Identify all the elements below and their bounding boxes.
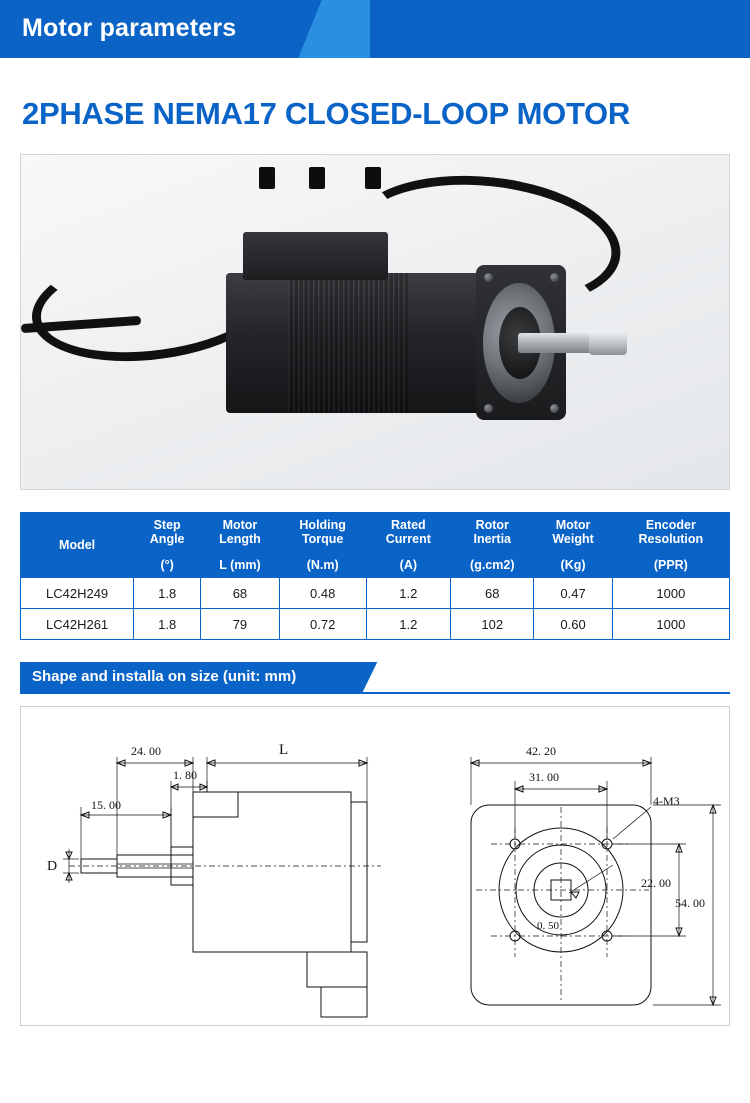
cell-model: LC42H261: [21, 609, 134, 640]
table-header: [21, 513, 730, 578]
cell-step-angle: 1.8: [134, 609, 201, 640]
dim-0-50: 0. 50: [537, 920, 559, 933]
dimension-drawing: [20, 706, 730, 1026]
motor-shaft-tip: [589, 331, 627, 355]
column-header-line2: Length: [219, 532, 261, 547]
encoder-housing: [243, 232, 388, 280]
section-title: Shape and installa on size (unit: mm): [32, 668, 297, 686]
column-header-encoder-resolution: [612, 513, 729, 553]
cell-rated-current: 1.2: [366, 578, 451, 609]
cell-holding-torque: 0.72: [279, 609, 366, 640]
column-header-line1: Holding: [299, 518, 346, 532]
dim-22: 22. 00: [641, 876, 671, 891]
flange-bolt-4: [550, 404, 559, 413]
unit-motor-length: L (mm): [201, 552, 280, 577]
encoder-connector-1: [259, 167, 275, 189]
cell-model: LC42H249: [21, 578, 134, 609]
encoder-connector-2: [309, 167, 325, 189]
cell-holding-torque: 0.48: [279, 578, 366, 609]
table-header-row: [21, 513, 730, 553]
motor-body: [226, 273, 481, 413]
column-header-model: Model: [21, 513, 134, 578]
page-title: 2PHASE NEMA17 CLOSED-LOOP MOTOR: [22, 96, 630, 131]
dim-4-m3: 4-M3: [653, 794, 680, 809]
cell-step-angle: 1.8: [134, 578, 201, 609]
flange-bolt-3: [484, 404, 493, 413]
dim-24: 24. 00: [131, 744, 161, 759]
column-header-line1: Encoder: [645, 518, 696, 532]
shape-section-bar: [20, 662, 730, 692]
column-header-line1: Step: [153, 518, 181, 532]
product-photo: [20, 154, 730, 490]
encoder-connector-3: [365, 167, 381, 189]
column-header-rated-current: [366, 513, 451, 553]
dim-15: 15. 00: [91, 798, 121, 813]
banner-stripe-right: [370, 0, 750, 58]
column-header-line1: Rated: [390, 518, 426, 532]
page-header-banner: [0, 0, 750, 58]
cell-motor-length: 79: [201, 609, 280, 640]
cell-motor-length: 68: [201, 578, 280, 609]
unit-step-angle: (°): [134, 552, 201, 577]
column-header-line1: Motor: [555, 518, 591, 532]
flange-bolt-2: [550, 273, 559, 282]
dim-31: 31. 00: [529, 770, 559, 785]
cell-encoder-resolution: 1000: [612, 609, 729, 640]
unit-encoder-resolution: (PPR): [612, 552, 729, 577]
cell-rotor-inertia: 102: [451, 609, 534, 640]
section-underline: [20, 692, 730, 694]
column-header-line1: Motor: [222, 518, 258, 532]
side-view-group: [47, 742, 381, 1017]
column-header-line2: Torque: [301, 532, 344, 547]
specifications-table: [20, 512, 730, 640]
dim-D: D: [47, 859, 58, 875]
column-header-holding-torque: [279, 513, 366, 553]
table-row: [21, 578, 730, 609]
section-bar-fill: [400, 662, 730, 692]
banner-title: Motor parameters: [22, 14, 237, 42]
column-header-rotor-inertia: [451, 513, 534, 553]
unit-holding-torque: (N.m): [279, 552, 366, 577]
unit-motor-weight: (Kg): [534, 552, 612, 577]
dim-length-L: L: [279, 742, 289, 759]
dim-54: 54. 00: [675, 896, 705, 911]
cell-rated-current: 1.2: [366, 609, 451, 640]
drawing-svg: [21, 707, 729, 1025]
unit-rated-current: (A): [366, 552, 451, 577]
column-header-motor-length: [201, 513, 280, 553]
column-header-line2: Angle: [149, 532, 185, 547]
cell-motor-weight: 0.47: [534, 578, 612, 609]
column-header-line2: Current: [385, 532, 431, 547]
unit-rotor-inertia: (g.cm2): [451, 552, 534, 577]
column-header-line2: Inertia: [473, 532, 512, 547]
dim-42-20: 42. 20: [526, 744, 556, 759]
dim-1-80: 1. 80: [173, 768, 197, 783]
cell-motor-weight: 0.60: [534, 609, 612, 640]
column-header-line1: Rotor: [475, 518, 509, 532]
table-row: [21, 609, 730, 640]
cell-rotor-inertia: 68: [451, 578, 534, 609]
column-header-motor-weight: [534, 513, 612, 553]
column-header-step-angle: [134, 513, 201, 553]
flange-bolt-1: [484, 273, 493, 282]
front-view-group: [471, 744, 721, 1005]
cell-encoder-resolution: 1000: [612, 578, 729, 609]
column-header-line2: Resolution: [638, 532, 704, 547]
column-header-line2: Weight: [552, 532, 594, 547]
table-body: [21, 578, 730, 640]
